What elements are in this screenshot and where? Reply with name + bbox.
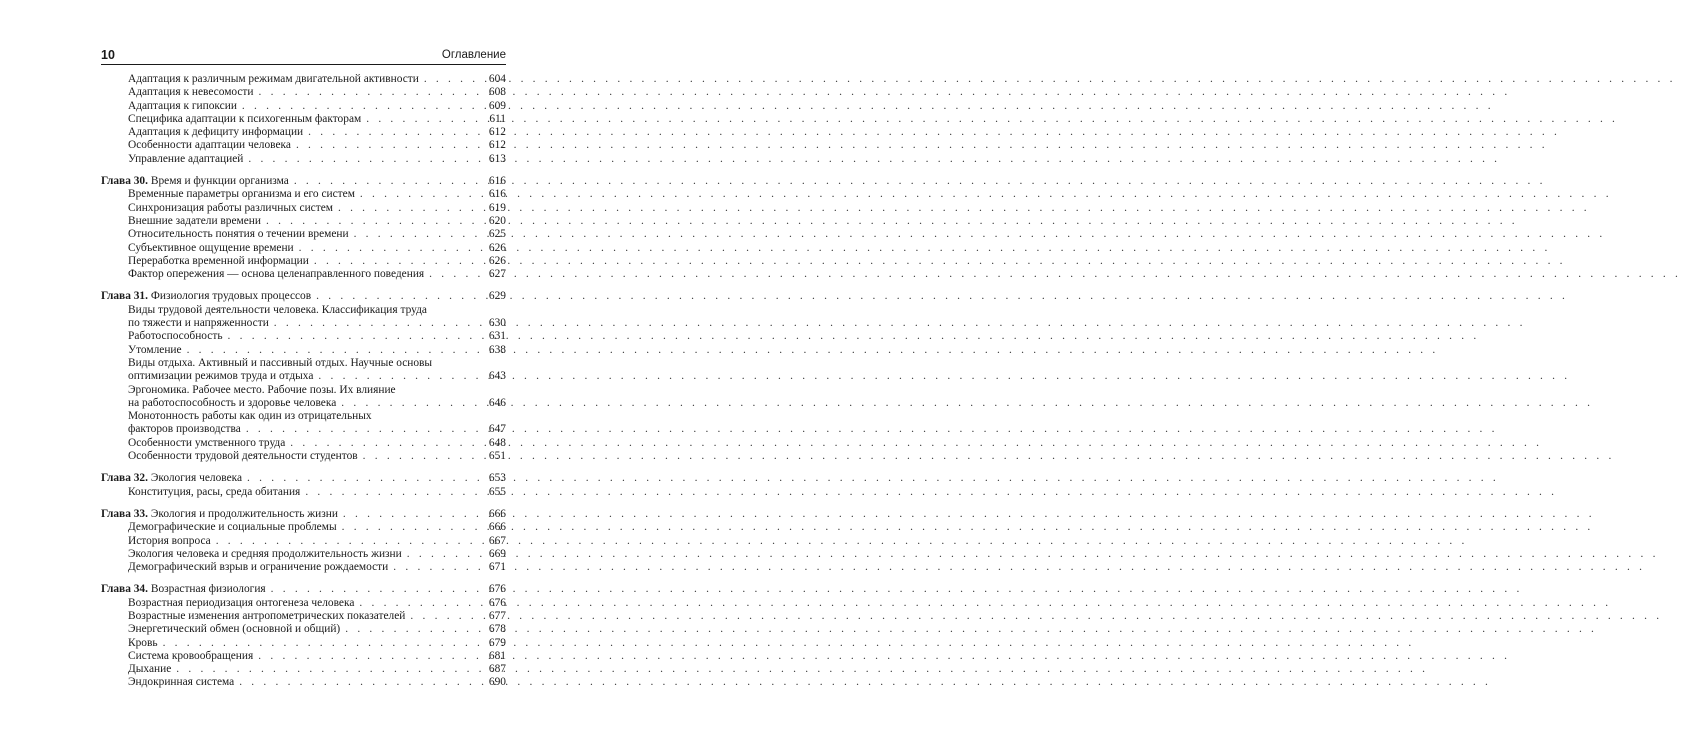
toc-entry-page: 626 [488,254,506,267]
chapter-name: Экология и продолжительность жизни [150,507,338,520]
toc-entry [101,610,506,623]
toc-entry-multiline [101,304,506,331]
leader-dots [246,423,481,436]
toc-entry [101,255,506,268]
toc-entry-page: 669 [488,547,506,560]
toc-entry [128,370,506,383]
toc-entry-label: Экология человека и средняя продолжительность жизни [128,547,402,560]
toc-entry-label: Энергетический обмен (основной и общий) [128,623,341,636]
toc-chapter-heading [101,472,506,485]
toc-entry-label: Демографические и социальные проблемы [128,521,337,534]
toc-continuation-block [101,73,506,166]
toc-entry-page: 612 [488,126,506,139]
toc-entry-label: Управление адаптацией [128,152,244,165]
chapter-name: Экология человека [150,472,243,485]
leader-dots [294,175,481,188]
toc-entry-multiline [101,384,506,411]
leader-dots [228,330,481,343]
toc-entry [101,486,506,499]
toc-entry-page: 676 [488,596,506,609]
leader-dots [407,548,481,561]
table-of-contents [101,73,506,690]
toc-entry [101,437,506,450]
leader-dots [343,508,481,521]
leader-dots [338,202,481,215]
toc-entry [101,139,506,152]
leader-dots [345,623,481,636]
toc-entry-page: 616 [488,188,506,201]
toc-entry-page: 619 [488,201,506,214]
toc-entry [101,663,506,676]
toc-entry [101,597,506,610]
toc-chapter-title [101,290,311,303]
toc-chapter-heading [101,508,506,521]
toc-entry-page: 678 [488,623,506,636]
leader-dots [410,610,481,623]
leader-dots [299,242,481,255]
toc-entry [101,242,506,255]
leader-dots [290,437,481,450]
toc-entry [101,623,506,636]
toc-chapter-34 [101,583,506,689]
toc-entry [101,86,506,99]
toc-entry-page: 667 [488,534,506,547]
toc-chapter-title [101,175,289,188]
toc-entry [101,100,506,113]
running-title: Оглавление [441,49,506,61]
toc-chapter-32 [101,472,506,499]
toc-entry [101,535,506,548]
toc-entry-label-line1: Эргономика. Рабочее место. Рабочие позы. Их влияние [128,383,396,396]
leader-dots [359,597,481,610]
leader-dots [318,370,481,383]
chapter-number: Глава 33. [101,507,148,520]
toc-entry [101,561,506,574]
toc-entry-page: 677 [488,609,506,622]
toc-chapter-31 [101,290,506,463]
toc-entry-label: Особенности умственного труда [128,436,286,449]
leader-dots [266,215,481,228]
toc-entry-label: Эндокринная система [128,676,235,689]
toc-chapter-page: 653 [488,472,506,485]
toc-entry-page: 608 [488,86,506,99]
leader-dots [216,535,481,548]
toc-entry-label-line1: Виды отдыха. Активный и пассивный отдых. Научные основы [128,356,433,369]
toc-chapter-heading [101,583,506,596]
toc-entry [101,344,506,357]
toc-entry-label-line2: факторов производства [128,423,241,436]
chapter-number: Глава 34. [101,583,148,596]
toc-entry [101,202,506,215]
leader-dots [429,268,481,281]
toc-entry [101,73,506,86]
toc-entry-label: Адаптация к дефициту информации [128,126,304,139]
leader-dots [176,663,481,676]
chapter-number: Глава 32. [101,472,148,485]
toc-chapter-page: 616 [488,175,506,188]
chapter-number: Глава 31. [101,290,148,303]
toc-entry-page: 609 [488,99,506,112]
toc-entry-label-line1: Виды трудовой деятельности человека. Классификация труда [128,303,427,316]
toc-entry-label: Дыхание [128,663,172,676]
toc-entry [101,215,506,228]
toc-entry-label: Временные параметры организма и его систем [128,188,355,201]
leader-dots [163,637,481,650]
toc-entry-label: Система кровообращения [128,649,254,662]
toc-entry-page: 611 [489,112,506,125]
toc-entry-page: 631 [488,330,506,343]
toc-entry [101,330,506,343]
leader-dots [424,73,481,86]
toc-chapter-title [101,508,338,521]
toc-entry-page: 626 [488,241,506,254]
toc-chapter-title [101,583,266,596]
toc-entry [101,126,506,139]
toc-entry-page: 638 [488,343,506,356]
toc-entry-label: Особенности адаптации человека [128,139,291,152]
toc-entry-page: 655 [488,485,506,498]
leader-dots [239,676,481,689]
toc-entry-label: Адаптация к гипоксии [128,99,237,112]
toc-entry-label: Адаптация к различным режимам двигательной активности [128,73,419,85]
leader-dots [248,153,481,166]
toc-entry [101,650,506,663]
toc-entry-label: Внешние задатели времени [128,214,261,227]
chapter-name: Возрастная физиология [150,583,266,596]
toc-entry-label: Возрастная периодизация онтогенеза человека [128,596,355,609]
toc-entry-label: Работоспособность [128,330,223,343]
toc-entry-label-line2: оптимизации режимов труда и отдыха [128,370,314,383]
toc-entry-page: 612 [488,139,506,152]
toc-chapter-page: 666 [488,507,506,520]
toc-entry [128,397,506,410]
leader-dots [308,126,481,139]
toc-chapter-page: 676 [488,583,506,596]
toc-entry-label: История вопроса [128,534,211,547]
toc-entry-multiline [101,357,506,384]
toc-entry [101,637,506,650]
chapter-name: Физиология трудовых процессов [150,290,312,303]
toc-entry [101,521,506,534]
toc-entry-page: 647 [488,423,506,436]
toc-entry [128,423,506,436]
toc-entry [101,228,506,241]
toc-entry-label: Специфика адаптации к психогенным факторам [128,112,362,125]
toc-entry-page: 666 [488,521,506,534]
toc-entry-label-line1: Монотонность работы как один из отрицательных [128,410,372,423]
toc-entry-page: 648 [488,436,506,449]
toc-entry [101,676,506,689]
toc-entry-label: Синхронизация работы различных систем [128,201,333,214]
toc-chapter-title [101,472,242,485]
toc-entry-page: 690 [488,676,506,689]
toc-entry-label: Утомление [128,343,182,356]
toc-entry-page: 681 [488,649,506,662]
leader-dots [258,650,481,663]
toc-entry-page: 651 [488,450,506,463]
running-header [101,46,506,65]
toc-entry-label: Субъективное ощущение времени [128,241,294,254]
toc-entry-label: Переработка временной информации [128,254,309,267]
toc-chapter-33 [101,508,506,574]
toc-entry-page: 671 [488,561,506,574]
toc-entry-page: 630 [488,317,506,330]
toc-entry-label: Конституция, расы, среда обитания [128,485,301,498]
toc-entry-label-line2: по тяжести и напряженности [128,317,269,330]
toc-entry-label: Особенности трудовой деятельности студентов [128,450,358,463]
toc-entry-label: Адаптация к невесомости [128,86,254,99]
toc-entry [101,450,506,463]
page-number: 10 [101,48,115,62]
toc-entry-page: 687 [488,663,506,676]
leader-dots [296,139,481,152]
toc-entry [101,153,506,166]
leader-dots [271,583,481,596]
leader-dots [360,188,481,201]
leader-dots [247,472,481,485]
toc-entry [101,548,506,561]
leader-dots [316,290,481,303]
leader-dots [187,344,481,357]
toc-entry [101,268,506,281]
toc-entry-page: 620 [488,214,506,227]
toc-entry [128,317,506,330]
leader-dots [366,113,481,126]
chapter-name: Время и функции организма [150,175,289,188]
toc-chapter-heading [101,290,506,303]
leader-dots [242,100,481,113]
book-page [101,46,506,699]
leader-dots [274,317,481,330]
leader-dots [354,228,481,241]
leader-dots [363,450,481,463]
leader-dots [314,255,481,268]
toc-entry-label: Фактор опережения — основа целенаправленного поведения [128,268,425,281]
toc-entry-label: Демографический взрыв и ограничение рождаемости [128,561,389,574]
toc-entry [101,113,506,126]
toc-entry-label-line2: на работоспособность и здоровье человека [128,396,337,409]
toc-entry-page: 625 [488,228,506,241]
toc-entry [101,188,506,201]
toc-entry-page: 613 [488,152,506,165]
chapter-number: Глава 30. [101,175,148,188]
toc-entry-page: 646 [488,396,506,409]
toc-entry-label: Кровь [128,636,158,649]
toc-entry-page: 643 [488,370,506,383]
toc-entry-multiline [101,410,506,437]
leader-dots [341,397,481,410]
leader-dots [342,521,481,534]
toc-entry-page: 604 [488,73,506,85]
toc-chapter-heading [101,175,506,188]
toc-entry-label: Относительность понятия о течении времени [128,228,349,241]
leader-dots [305,486,481,499]
leader-dots [393,561,481,574]
toc-chapter-page: 629 [488,290,506,303]
toc-entry-label: Возрастные изменения антропометрических показателей [128,609,406,622]
toc-entry-page: 679 [488,636,506,649]
leader-dots [259,86,481,99]
toc-chapter-30 [101,175,506,281]
toc-entry-page: 627 [488,268,506,281]
